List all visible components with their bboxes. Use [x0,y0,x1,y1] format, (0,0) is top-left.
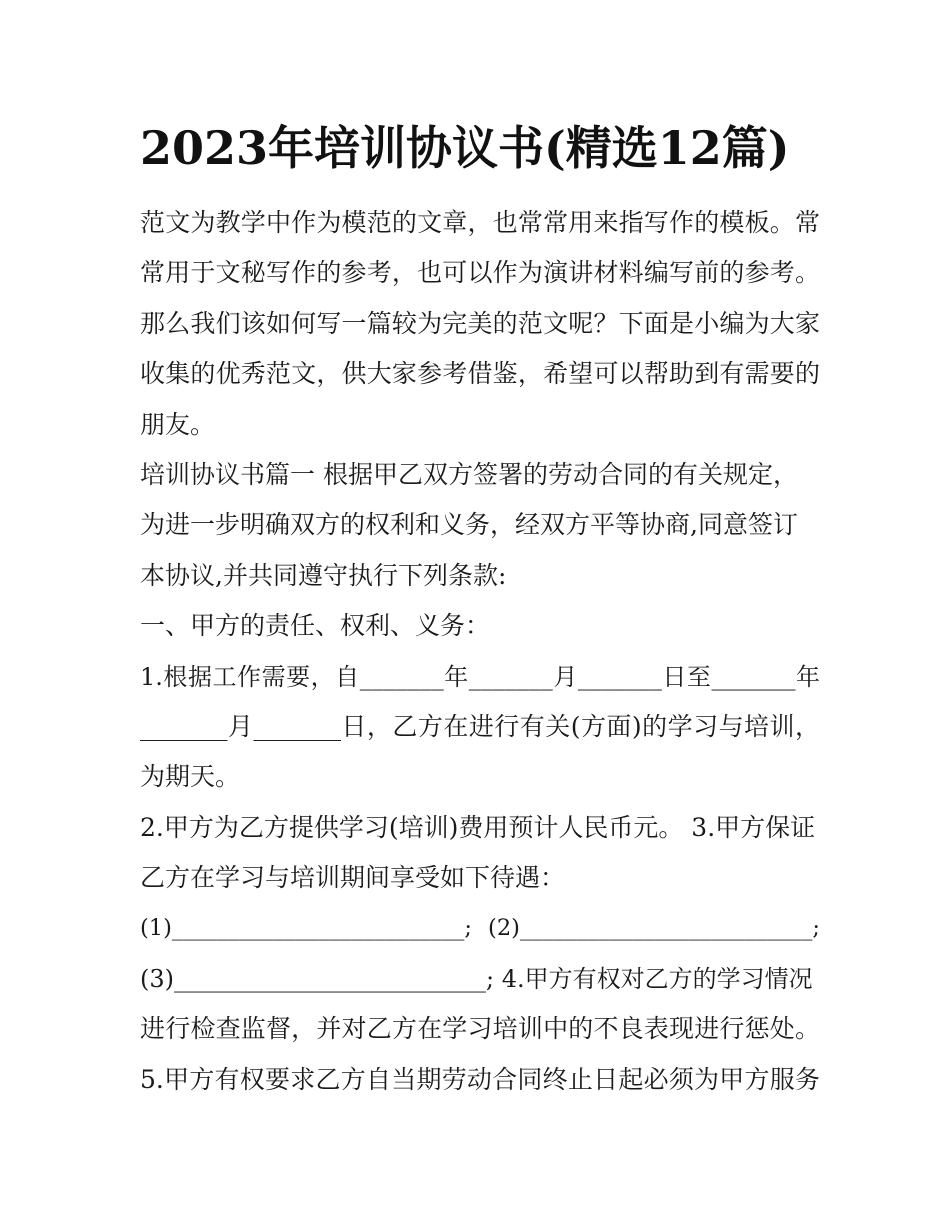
document-line: _______月_______日，乙方在进行有关(方面)的学习与培训， [140,711,820,741]
document-line: 培训协议书篇一 根据甲乙双方签署的劳动合同的有关规定， [140,459,798,489]
document-line: 5.甲方有权要求乙方自当期劳动合同终止日起必须为甲方服务 [140,1064,820,1094]
document-line: 乙方在学习与培训期间享受如下待遇： [140,863,566,893]
document-line: 进行检查监督，并对乙方在学习培训中的不良表现进行惩处。 [140,1014,820,1044]
document-line: (3)__________________________; 4.甲方有权对乙方的学习情况 [140,964,813,993]
document-line: 常用于文秘写作的参考，也可以作为演讲材料编写前的参考。 [140,258,820,288]
document-line: 那么我们该如何写一篇较为完美的范文呢？下面是小编为大家 [140,308,820,338]
document-line: (1)__________________________; (2)__________________________; [140,915,820,942]
document-line: 范文为教学中作为模范的文章，也常常用来指写作的模板。常 [140,208,820,237]
document-line: 为进一步明确双方的权利和义务，经双方平等协商,同意签订 [140,510,798,540]
document-title: 2023年培训协议书(精选12篇) [140,121,790,175]
document-line: 收集的优秀范文，供大家参考借鉴，希望可以帮助到有需要的 [140,359,820,389]
document-line: 为期天。 [140,762,241,792]
document-line: 本协议,并共同遵守执行下列条款: [140,560,507,590]
document-line: 一、甲方的责任、权利、义务： [140,611,491,641]
document-line: 2.甲方为乙方提供学习(培训)费用预计人民币元。 3.甲方保证 [140,812,816,842]
document-line: 1.根据工作需要，自_______年_______月_______日至_______年 [140,662,820,691]
document-line: 朋友。 [140,409,216,439]
document-body [140,198,820,1105]
